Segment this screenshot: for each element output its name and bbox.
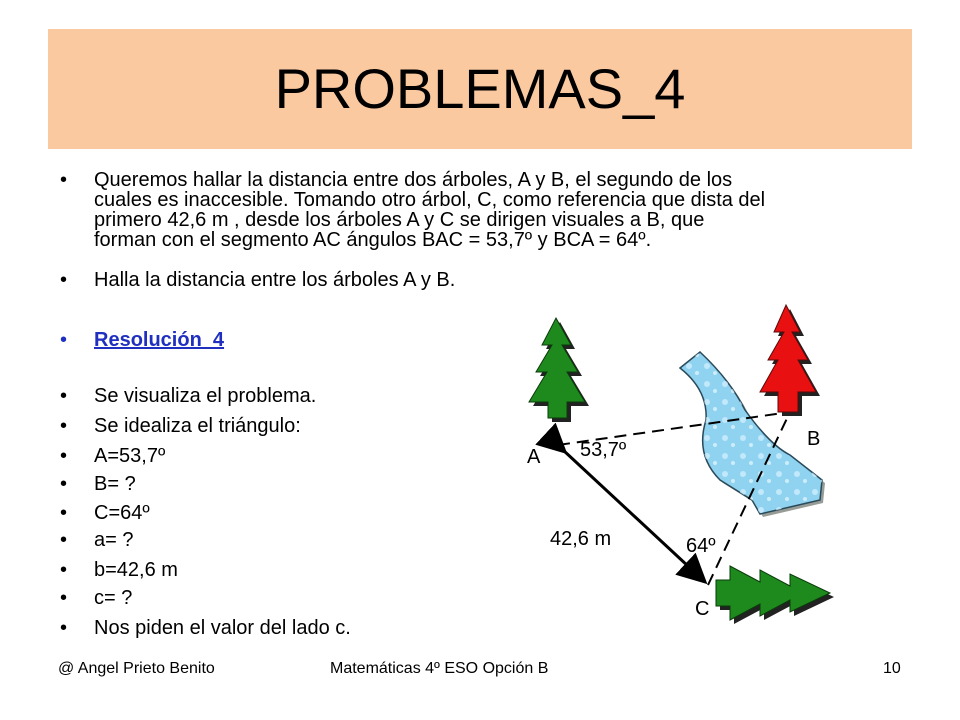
label-c: C <box>695 598 710 620</box>
footer-page-number: 10 <box>883 660 901 677</box>
bullet-dot: • <box>60 473 68 495</box>
bullet-dot: • <box>60 445 68 467</box>
angle-a-label: 53,7º <box>580 439 627 461</box>
label-b: B <box>807 428 821 450</box>
value-side-c: c= ? <box>94 587 133 609</box>
problem-statement: Queremos hallar la distancia entre dos árboles, A y B, el segundo de los cuales es inaccesible. Tomando otro árbol, C, como referencia que dista del primero 42,6 m , desde los árboles A y C se dirigen visuales a B, que forman con el segmento AC ángulos BAC = 53,7º y BCA = 64º. <box>94 169 766 251</box>
step-text: Se visualiza el problema. <box>94 385 317 407</box>
bullet-dot: • <box>60 385 68 407</box>
side-ac-arrow <box>563 450 703 580</box>
bullet-dot: • <box>60 269 68 291</box>
bullet-dot: • <box>60 415 68 437</box>
tree-a <box>529 318 589 422</box>
bullet-dot: • <box>60 559 68 581</box>
tree-c <box>716 566 834 624</box>
value-angle-b: B= ? <box>94 473 136 495</box>
bullet-dot: • <box>60 502 68 524</box>
value-angle-a: A=53,7º <box>94 445 166 467</box>
bullet-dot: • <box>60 617 68 639</box>
bullet-dot: • <box>60 529 68 551</box>
footer-author: @ Angel Prieto Benito <box>58 660 215 677</box>
value-side-b: b=42,6 m <box>94 559 178 581</box>
footer-course: Matemáticas 4º ESO Opción B <box>330 660 549 677</box>
angle-c-label: 64º <box>686 535 716 557</box>
conclusion-text: Nos piden el valor del lado c. <box>94 617 351 639</box>
step-text: Se idealiza el triángulo: <box>94 415 301 437</box>
question-text: Halla la distancia entre los árboles A y B. <box>94 269 456 291</box>
slide-title: PROBLEMAS_4 <box>274 57 686 120</box>
value-side-a: a= ? <box>94 529 134 551</box>
bullet-dot: • <box>60 587 68 609</box>
value-angle-c: C=64º <box>94 502 150 524</box>
label-a: A <box>527 446 541 468</box>
side-ac-label: 42,6 m <box>550 528 612 550</box>
bullet-dot: • <box>60 169 68 191</box>
resolution-link[interactable]: Resolución_4 <box>94 329 225 351</box>
bullet-dot: • <box>60 329 68 351</box>
tree-b <box>760 305 820 416</box>
